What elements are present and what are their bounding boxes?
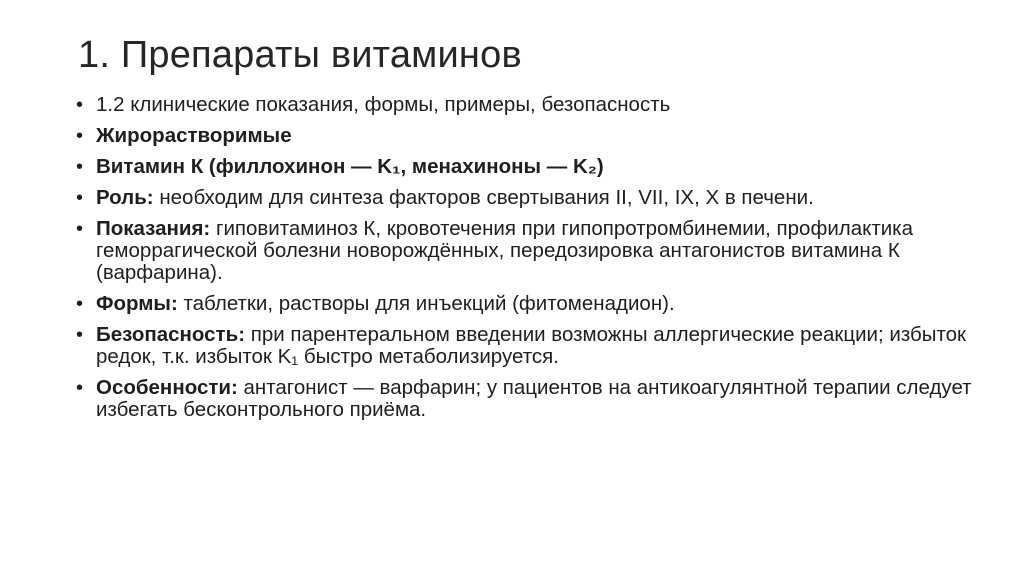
bullet-item <box>76 187 976 209</box>
bullet-bold-text: Жирорастворимые <box>96 124 292 147</box>
bullet-item <box>76 156 976 178</box>
slide-title: 1. Препараты витаминов <box>78 34 522 76</box>
bullet-text: при парентеральном введении возможны аллергические реакции; избыток редок, т.к. избыток K₁ быстро метаболизируется. <box>96 323 966 368</box>
bullet-item <box>76 125 976 147</box>
bullet-text: гиповитаминоз К, кровотечения при гипопротромбинемии, профилактика геморрагической болезни новорождённых, передозировка антагонистов витамина К (варфарина). <box>96 217 914 284</box>
bullet-dot-icon: • <box>76 125 84 147</box>
bullet-item <box>76 293 976 315</box>
bullet-bold-text: Витамин К (филлохинон — K₁, менахиноны — K₂) <box>96 155 604 178</box>
bullet-text: необходим для синтеза факторов свертывания II, VII, IX, X в печени. <box>153 186 814 209</box>
bullet-dot-icon: • <box>76 377 84 399</box>
bullet-dot-icon: • <box>76 293 84 315</box>
bullet-list <box>76 94 976 430</box>
bullet-item <box>76 218 976 284</box>
bullet-bold-text: Показания: <box>96 217 211 240</box>
bullet-item <box>76 377 976 421</box>
bullet-text: 1.2 клинические показания, формы, примеры, безопасность <box>96 93 671 116</box>
bullet-bold-text: Особенности: <box>96 376 238 399</box>
bullet-text: антагонист — варфарин; у пациентов на антикоагулянтной терапии следует избегать бесконтрольного приёма. <box>96 376 972 421</box>
bullet-bold-text: Формы: <box>96 292 178 315</box>
bullet-item <box>76 94 976 116</box>
bullet-bold-text: Роль: <box>96 186 154 209</box>
bullet-dot-icon: • <box>76 324 84 346</box>
bullet-bold-text: Безопасность: <box>96 323 246 346</box>
bullet-dot-icon: • <box>76 94 84 116</box>
bullet-dot-icon: • <box>76 156 84 178</box>
bullet-dot-icon: • <box>76 187 84 209</box>
bullet-dot-icon: • <box>76 218 84 240</box>
bullet-item <box>76 324 976 368</box>
bullet-text: таблетки, растворы для инъекций (фитоменадион). <box>177 292 675 315</box>
